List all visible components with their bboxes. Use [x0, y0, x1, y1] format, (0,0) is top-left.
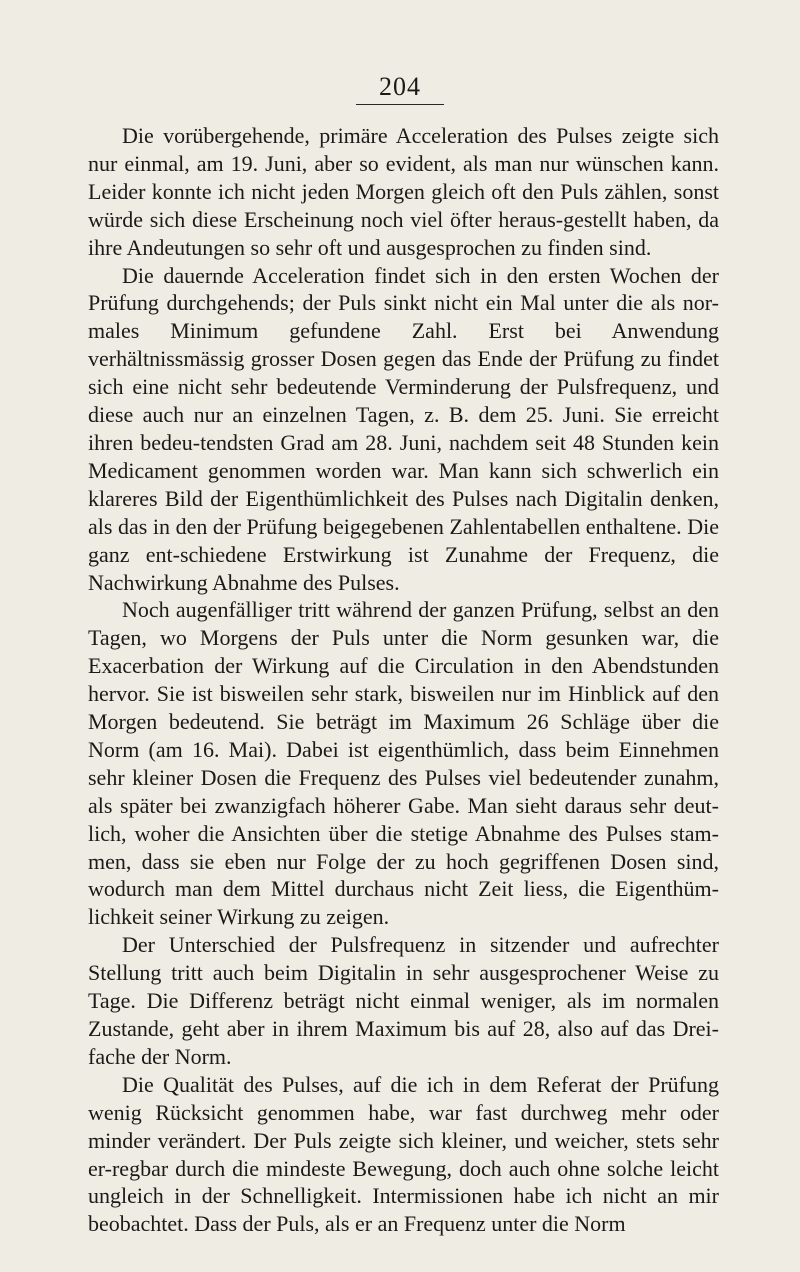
- paragraph-4: Der Unterschied der Pulsfrequenz in sitzender und aufrechter Stellung tritt auch beim Digitalin in sehr ausgesprochener Weise zu Tage. Die Differenz beträgt nicht einmal weniger, als im normalen Zustande, geht aber in ihrem Maximum bis auf 28, also auf das Drei-fache der Norm.: [88, 932, 719, 1069]
- paragraph-3: Noch augenfälliger tritt während der ganzen Prüfung, selbst an den Tagen, wo Morgens der Puls unter die Norm gesunken war, die Exacerbation der Wirkung auf die Circulation in den Abendstunden hervor. Sie ist bisweilen sehr stark, bisweilen nur im Hinblick auf den Morgen bedeutend. Sie beträgt im Maximum 26 Schläge über die Norm (am 16. Mai). Dabei ist eigenthümlich, dass beim Einnehmen sehr kleiner Dosen die Frequenz des Pulses viel bedeutender zunahm, als später bei zwanzigfach höherer Gabe. Man sieht daraus sehr deut-lich, woher die Ansichten über die stetige Abnahme des Pulses stam-men, dass sie eben nur Folge der zu hoch gegriffenen Dosen sind, wodurch man dem Mittel durchaus nicht Zeit liess, die Eigenthüm-lichkeit seiner Wirkung zu zeigen.: [88, 597, 719, 930]
- page-number: 204: [379, 72, 421, 101]
- paragraph-1: Die vorübergehende, primäre Acceleration des Pulses zeigte sich nur einmal, am 19. Juni, aber so evident, als man nur wünschen kann. Leider konnte ich nicht jeden Morgen gleich oft den Puls zählen, sonst würde sich diese Erscheinung noch viel öfter heraus-gestellt haben, da ihre Andeutungen so sehr oft und ausgesprochen zu finden sind.: [88, 123, 719, 260]
- paragraph-2: Die dauernde Acceleration findet sich in den ersten Wochen der Prüfung durchgehends; der Puls sinkt nicht ein Mal unter die als nor-males Minimum gefundene Zahl. Erst bei Anwendung verhältnissmässig grosser Dosen gegen das Ende der Prüfung zu findet sich eine nicht sehr bedeutende Verminderung der Pulsfrequenz, und diese auch nur an einzelnen Tagen, z. B. dem 25. Juni. Sie erreicht ihren bedeu-tendsten Grad am 28. Juni, nachdem seit 48 Stunden kein Medicament genommen worden war. Man kann sich schwerlich ein klareres Bild der Eigenthümlichkeit des Pulses nach Digitalin denken, als das in den der Prüfung beigegebenen Zahlentabellen enthaltene. Die ganz ent-schiedene Erstwirkung ist Zunahme der Frequenz, die Nachwirkung Abnahme des Pulses.: [88, 262, 719, 595]
- body-text: [88, 122, 719, 1238]
- page-number-rule: [356, 104, 444, 105]
- paragraph-5: Die Qualität des Pulses, auf die ich in dem Referat der Prüfung wenig Rücksicht genommen habe, war fast durchweg mehr oder minder verändert. Der Puls zeigte sich kleiner, und weicher, stets sehr er-regbar durch die mindeste Bewegung, doch auch ohne solche leicht ungleich in der Schnelligkeit. Intermissionen habe ich nicht an mir beobachtet. Dass der Puls, als er an Frequenz unter die Norm: [88, 1071, 719, 1237]
